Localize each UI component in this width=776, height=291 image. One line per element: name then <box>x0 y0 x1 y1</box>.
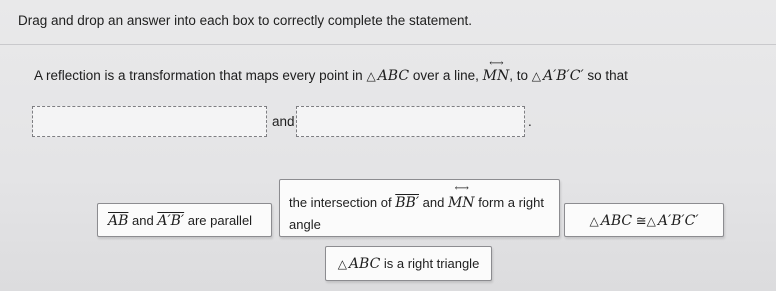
triangle-abc: ABC <box>600 213 633 229</box>
drop-box-1[interactable] <box>32 106 267 137</box>
triangle-symbol: △ <box>366 69 376 83</box>
answer-tile-right-angle[interactable] <box>279 179 560 237</box>
statement-over-line: over a line, <box>412 68 479 83</box>
question-statement <box>34 58 628 84</box>
line-mn-label: MN <box>482 68 510 84</box>
segment-bb-prime: BB′ <box>395 195 420 211</box>
line-mn <box>447 183 475 214</box>
statement-period: . <box>528 114 532 129</box>
tile-and: and <box>422 195 445 210</box>
tile-text: form a right angle <box>289 195 544 232</box>
answer-tile-right-triangle[interactable] <box>325 246 492 281</box>
statement-suffix: so that <box>587 68 628 83</box>
line-mn <box>482 58 510 84</box>
line-mn-label: MN <box>447 195 475 211</box>
line-arrow-icon: ⟷ <box>489 58 503 69</box>
triangle-symbol: △ <box>589 214 599 228</box>
segment-a-prime-b-prime: A′B′ <box>157 213 185 229</box>
instruction-text: Drag and drop an answer into each box to correctly complete the statement. <box>18 13 472 28</box>
divider <box>0 44 776 45</box>
answer-tile-congruent[interactable] <box>564 203 724 237</box>
congruent-symbol: ≅ <box>635 213 647 228</box>
triangle-abc: ABC <box>377 68 410 84</box>
triangle-symbol: △ <box>337 257 347 271</box>
statement-connector: and <box>272 114 295 129</box>
triangle-abc: ABC <box>348 256 381 272</box>
triangle-symbol: △ <box>531 69 541 83</box>
triangle-a-prime: A′B′C′ <box>657 213 699 229</box>
tile-text: is a right triangle <box>383 256 480 271</box>
drop-box-2[interactable] <box>296 106 525 137</box>
tile-and: and <box>132 213 154 228</box>
tile-text: the intersection of <box>289 195 392 210</box>
statement-prefix: A reflection is a transformation that maps every point in <box>34 68 363 83</box>
tile-text: are parallel <box>187 213 253 228</box>
answer-tile-parallel[interactable] <box>97 203 272 237</box>
statement-to: , to <box>509 68 528 83</box>
segment-ab: $\overline{AB}$ <box>108 213 129 229</box>
triangle-symbol: △ <box>646 214 656 228</box>
triangle-a-prime: A′B′C′ <box>542 68 584 84</box>
line-arrow-icon: ⟷ <box>454 183 468 194</box>
